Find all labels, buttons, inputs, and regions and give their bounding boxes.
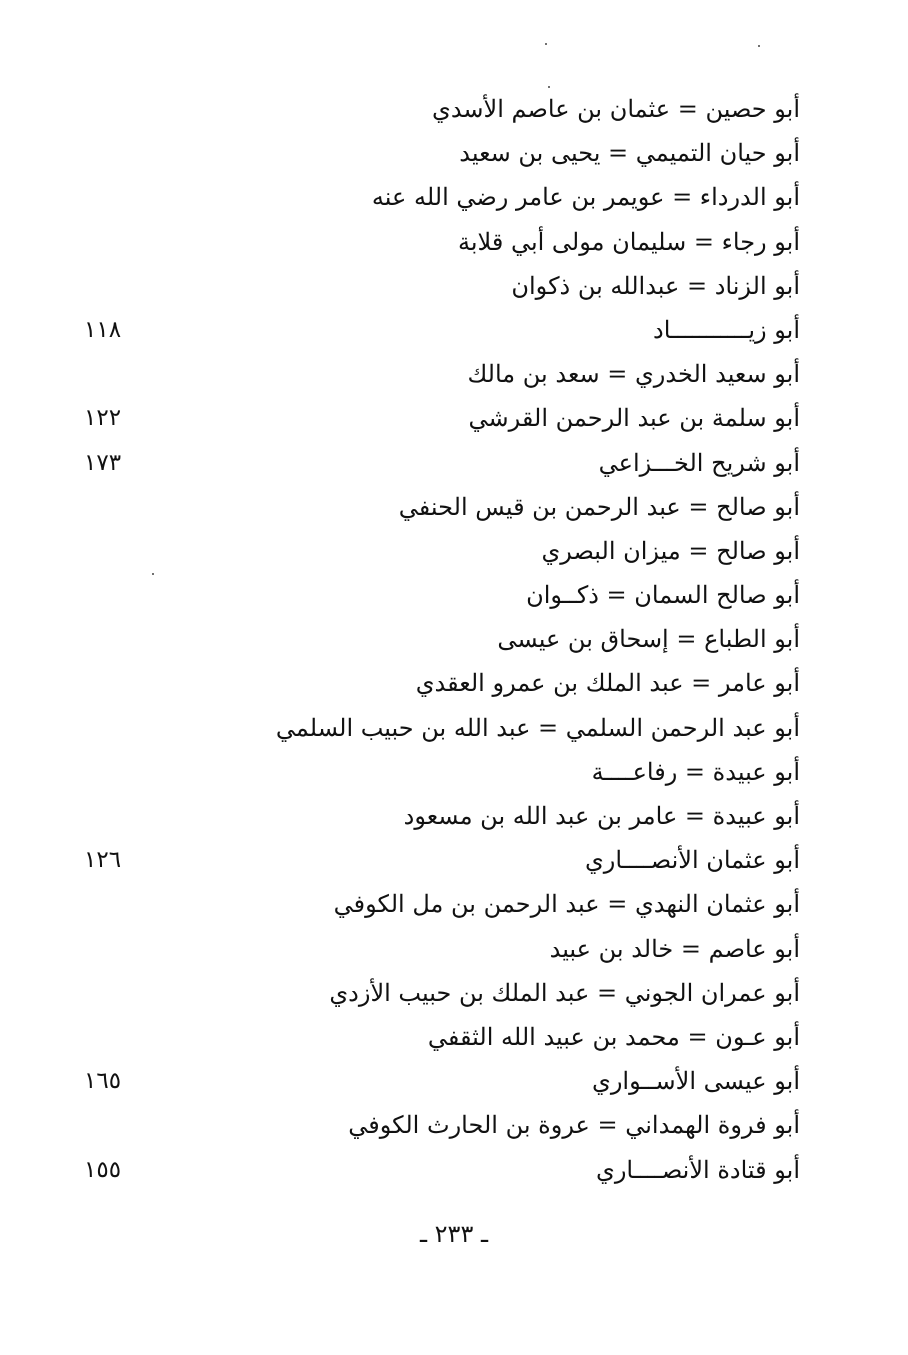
entry-name: أبو عثمان النهدي = عبد الرحمن بن مل الكوفي	[333, 890, 800, 919]
entry-name: أبو حيان التميمي = يحيى بن سعيد	[459, 139, 800, 168]
index-entry	[70, 352, 800, 396]
entry-name: أبو قتادة الأنصــــاري	[596, 1155, 800, 1184]
entry-name: أبو عبيدة = عامر بن عبد الله بن مسعود	[403, 802, 800, 830]
index-entry	[70, 794, 800, 838]
index-entry	[70, 175, 800, 219]
index-entry	[70, 529, 800, 573]
scan-speck	[758, 45, 760, 47]
index-entry	[70, 750, 800, 794]
page-number: ـ ٢٣٣ ـ	[419, 1220, 488, 1248]
entry-name: أبو عبد الرحمن السلمي = عبد الله بن حبيب السلمي	[275, 713, 800, 742]
entry-name: أبو زيـــــــــــاد	[653, 315, 800, 344]
index-entry	[70, 927, 800, 971]
index-entry	[70, 1148, 800, 1192]
entry-name: أبو رجاء = سليمان مولى أبي قلابة	[457, 227, 800, 256]
index-entry	[70, 441, 800, 485]
entry-page-number: ١٧٣	[84, 449, 122, 476]
index-entry	[70, 264, 800, 308]
index-entry	[70, 617, 800, 661]
index-entry	[70, 1059, 800, 1103]
entry-name: أبو شريح الخـــزاعي	[598, 448, 800, 477]
entry-name: أبو الطباع = إسحاق بن عيسى	[497, 625, 800, 654]
entry-name: أبو عامر = عبد الملك بن عمرو العقدي	[415, 669, 800, 698]
entry-name: أبو سعيد الخدري = سعد بن مالك	[467, 360, 800, 389]
index-entry	[70, 396, 800, 440]
entry-name: أبو فروة الهمداني = عروة بن الحارث الكوفي	[348, 1111, 800, 1140]
entry-name: أبو عبيدة = رفاعــــة	[591, 757, 800, 786]
entry-page-number: ١١٨	[84, 316, 122, 343]
index-entry	[70, 661, 800, 705]
index-entry	[70, 573, 800, 617]
index-entry	[70, 838, 800, 882]
entry-name: أبو عثمان الأنصــــاري	[584, 846, 800, 875]
entry-name: أبو عـون = محمد بن عبيد الله الثقفي	[427, 1022, 800, 1051]
entry-name: أبو صالح السمان = ذكــوان	[526, 581, 800, 610]
index-entry	[70, 220, 800, 264]
entry-page-number: ١٢٢	[84, 405, 122, 432]
entry-name: أبو حصين = عثمان بن عاصم الأسدي	[432, 95, 800, 123]
entry-name: أبو الدرداء = عويمر بن عامر رضي الله عنه	[371, 183, 800, 212]
index-entry	[70, 485, 800, 529]
entry-name: أبو عاصم = خالد بن عبيد	[549, 934, 800, 963]
entry-name: أبو سلمة بن عبد الرحمن القرشي	[468, 404, 800, 433]
index-entry	[70, 308, 800, 352]
index-entry	[70, 1103, 800, 1147]
index-entries	[70, 87, 800, 1192]
entry-name: أبو صالح = ميزان البصري	[541, 536, 800, 565]
index-entry	[70, 971, 800, 1015]
entry-name: أبو عيسى الأســواري	[592, 1067, 800, 1096]
entry-name: أبو الزناد = عبدالله بن ذكوان	[511, 271, 800, 300]
index-entry	[70, 1015, 800, 1059]
scan-speck	[545, 43, 547, 45]
entry-page-number: ١٦٥	[84, 1068, 122, 1095]
entry-name: أبو عمران الجوني = عبد الملك بن حبيب الأزدي	[329, 978, 800, 1007]
index-entry	[70, 706, 800, 750]
index-entry	[70, 131, 800, 175]
index-entry	[70, 87, 800, 131]
index-entry	[70, 882, 800, 926]
entry-page-number: ١٥٥	[84, 1156, 122, 1183]
entry-page-number: ١٢٦	[84, 847, 122, 874]
entry-name: أبو صالح = عبد الرحمن بن قيس الحنفي	[398, 492, 800, 521]
